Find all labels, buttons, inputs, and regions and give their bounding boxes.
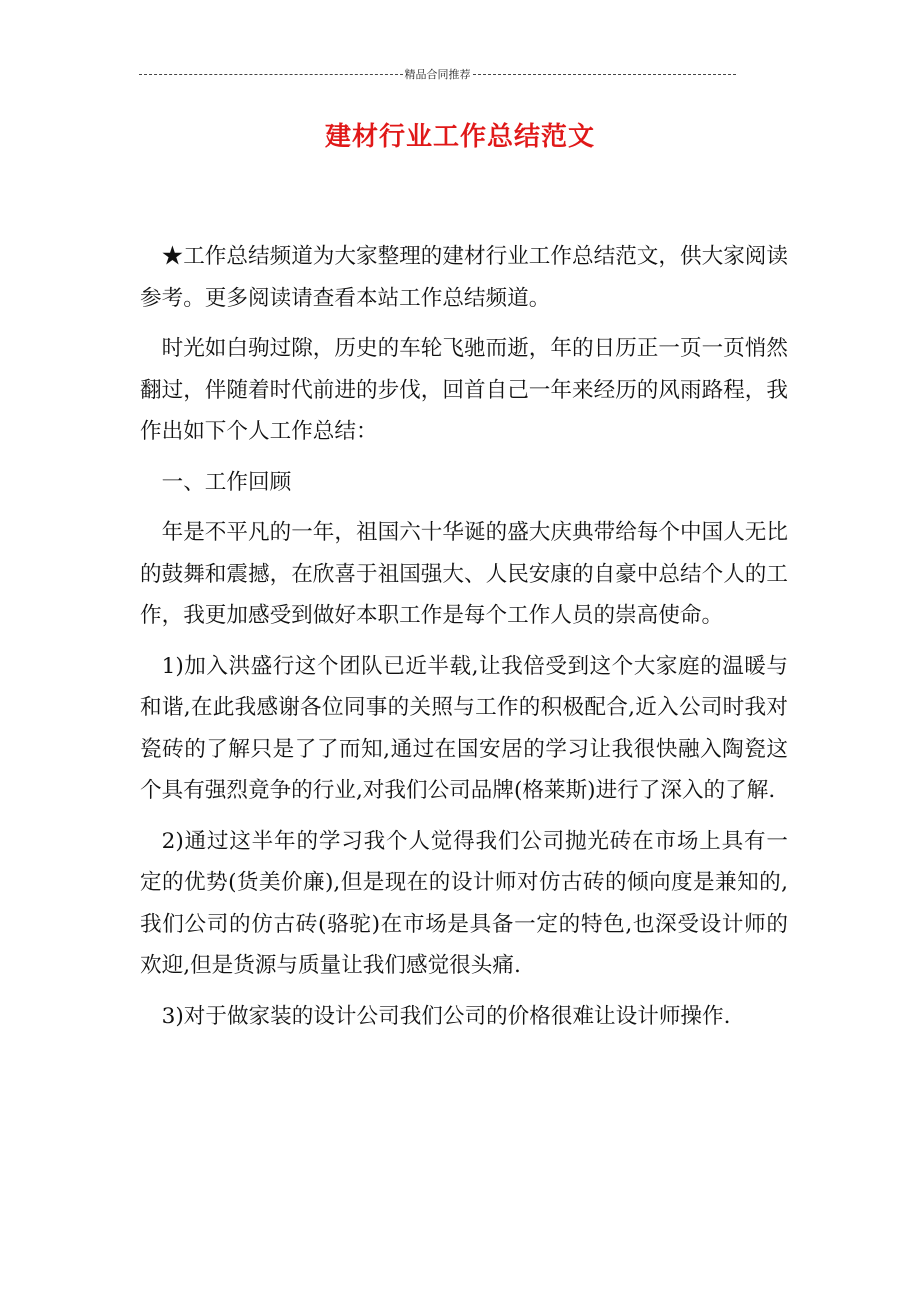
paragraph-item-2: 2)通过这半年的学习我个人觉得我们公司抛光砖在市场上具有一定的优势(货美价廉),但是现在的设计师对仿古砖的倾向度是兼知的,我们公司的仿古砖(骆驼)在市场是具备一定的特色,也深受设计师的欢迎,但是货源与质量让我们感觉很头痛.	[140, 828, 788, 978]
header-divider	[139, 66, 736, 82]
header-dash-right	[473, 74, 737, 75]
paragraph-opening: 时光如白驹过隙，历史的车轮飞驰而逝，年的日历正一页一页悄然翻过，伴随着时代前进的步伐，回首自己一年来经历的风雨路程，我作出如下个人工作总结：	[140, 336, 788, 444]
paragraph-item-1: 1)加入洪盛行这个团队已近半载,让我倍受到这个大家庭的温暖与和谐,在此我感谢各位同事的关照与工作的积极配合,近入公司时我对瓷砖的了解只是了了而知,通过在国安居的学习让我很快融入陶瓷这个具有强烈竟争的行业,对我们公司品牌(格莱斯)进行了深入的了解.	[140, 653, 788, 803]
paragraph-year-summary: 年是不平凡的一年，祖国六十华诞的盛大庆典带给每个中国人无比的鼓舞和震撼，在欣喜于祖国强大、人民安康的自豪中总结个人的工作，我更加感受到做好本职工作是每个工作人员的崇高使命。	[140, 520, 788, 628]
header-label: 精品合同推荐	[404, 68, 471, 81]
paragraph-intro: ★工作总结频道为大家整理的建材行业工作总结范文，供大家阅读参考。更多阅读请查看本站工作总结频道。	[140, 244, 788, 311]
section-heading-review: 一、工作回顾	[161, 469, 292, 495]
paragraph-item-3: 3)对于做家装的设计公司我们公司的价格很难让设计师操作.	[161, 1003, 731, 1029]
header-dash-left	[139, 74, 403, 75]
document-title: 建材行业工作总结范文	[324, 122, 595, 152]
document-body	[140, 236, 788, 1046]
